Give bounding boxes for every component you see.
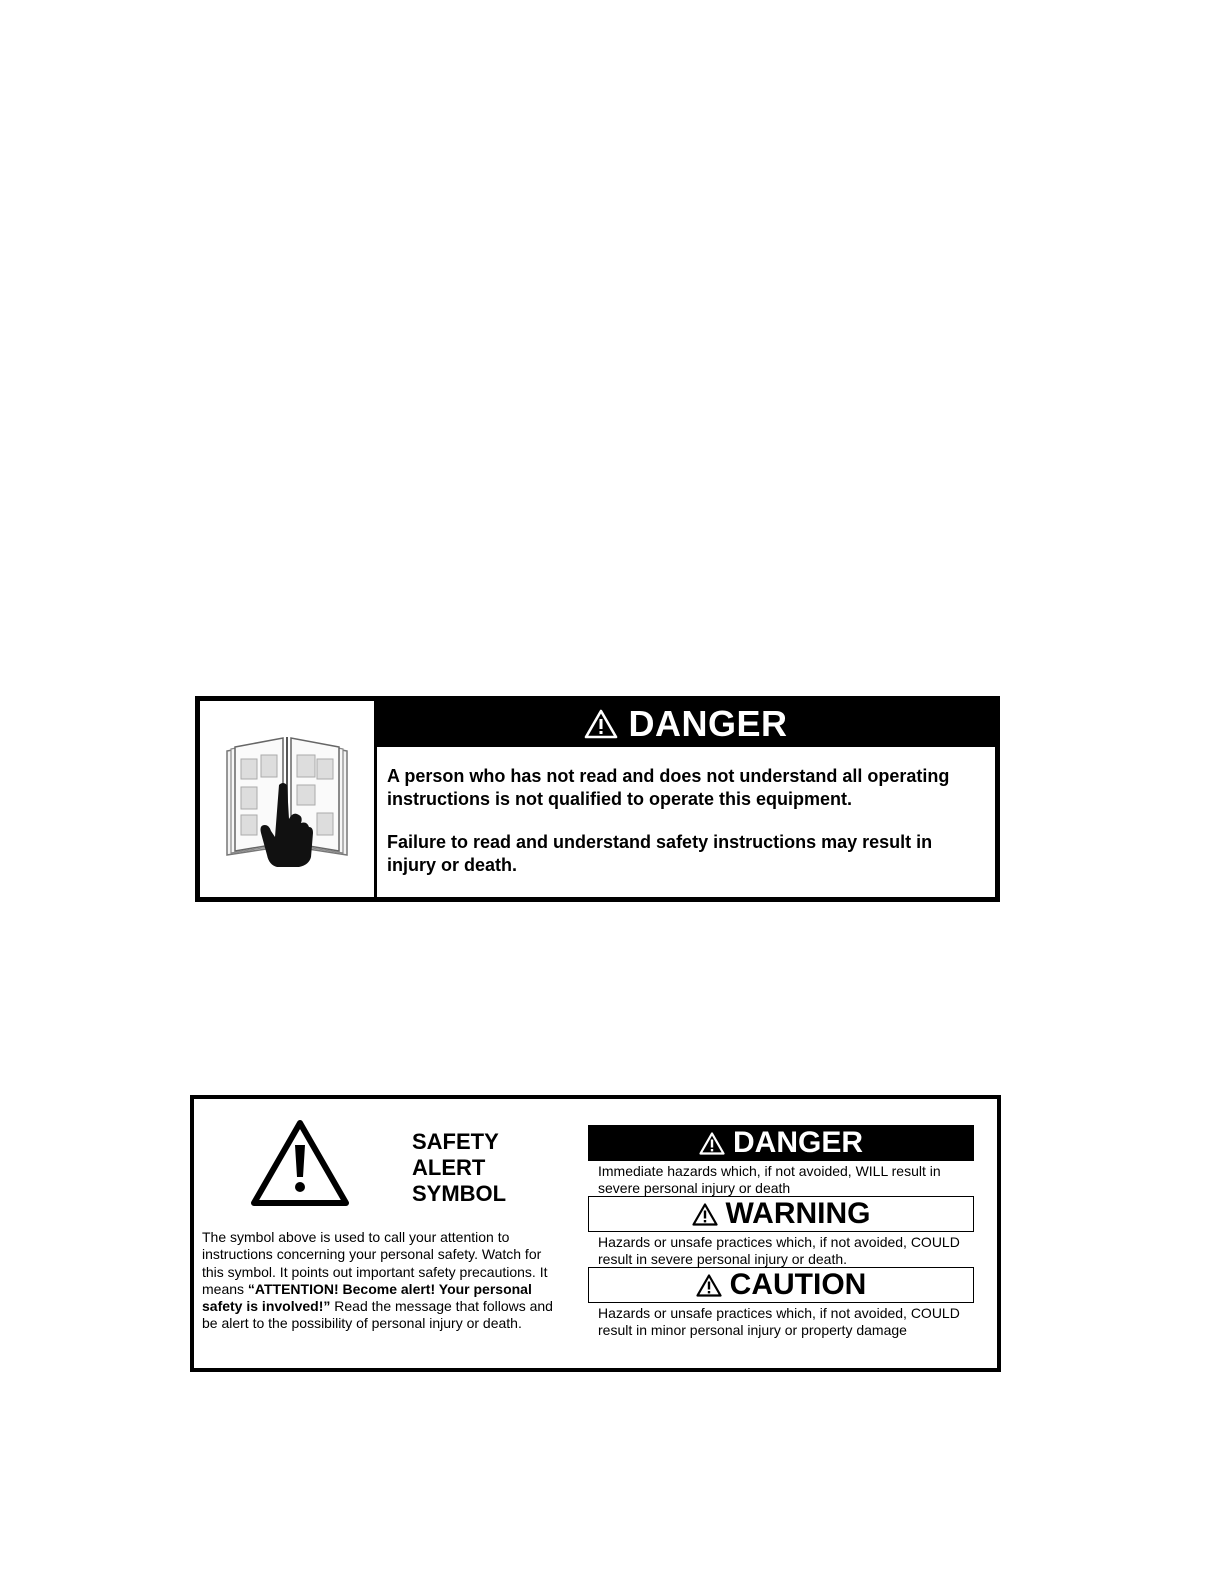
title-line-3: SYMBOL [412, 1181, 507, 1206]
desc-bold: “ATTENTION! Become alert! Your personal safety is involved!” [202, 1280, 532, 1315]
danger-paragraph-2: Failure to read and understand safety instructions may result in injury or death. [387, 832, 933, 875]
danger-notice-box [195, 696, 1000, 902]
level-caution-banner [588, 1267, 974, 1303]
desc-part-2: Read the message that follows and be alert to the possibility of personal injury or death. [202, 1298, 553, 1332]
danger-banner-label: DANGER [628, 703, 788, 744]
warning-triangle-icon [584, 709, 618, 739]
danger-banner [377, 701, 995, 747]
level-danger-label: DANGER [732, 1126, 863, 1159]
safety-alert-triangle-icon [250, 1119, 350, 1207]
safety-legend-box [190, 1095, 1001, 1372]
level-warning-description: Hazards or unsafe practices which, if not avoided, COULD result in severe personal injury or death. [598, 1234, 960, 1267]
level-warning-label: WARNING [725, 1197, 871, 1230]
level-danger-description: Immediate hazards which, if not avoided, WILL result in severe personal injury or death [598, 1163, 941, 1196]
title-line-2: ALERT [412, 1155, 486, 1180]
manual-image-cell [200, 701, 377, 897]
level-warning-banner [588, 1196, 974, 1232]
warning-triangle-icon [699, 1132, 725, 1155]
level-caution-label: CAUTION [729, 1268, 867, 1301]
safety-alert-title [412, 1129, 506, 1207]
manual-reading-hand-icon [217, 729, 357, 869]
danger-body [377, 747, 995, 897]
danger-paragraph-1: A person who has not read and does not understand all operating instructions is not qualified to operate this equipment. [387, 766, 950, 809]
title-line-1: SAFETY [412, 1129, 499, 1154]
level-caution-description: Hazards or unsafe practices which, if not avoided, COULD result in minor personal injury or property damage [598, 1305, 960, 1338]
level-danger-banner [588, 1125, 974, 1161]
desc-part-1: The symbol above is used to call your attention to instructions concerning your personal safety. Watch for this symbol. It points out important safety precautions. It means [202, 1229, 548, 1297]
safety-alert-description [202, 1229, 562, 1333]
danger-text-cell [377, 701, 995, 897]
warning-triangle-icon [696, 1274, 722, 1297]
warning-triangle-icon [692, 1203, 718, 1226]
